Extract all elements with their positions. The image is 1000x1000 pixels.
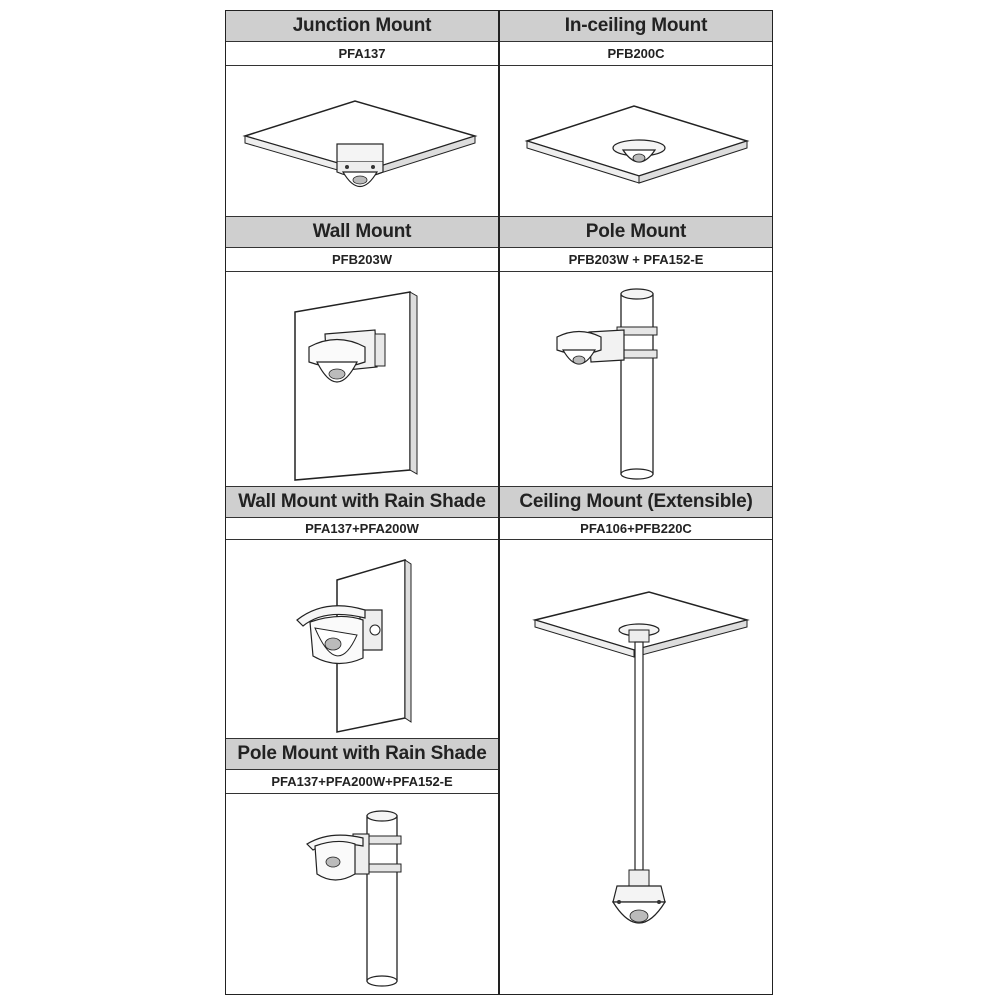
cell-title-ceiling-mount-extensible: Ceiling Mount (Extensible) [499, 486, 773, 518]
mount-accessory-table [225, 10, 773, 995]
cell-model-pole-mount: PFB203W + PFA152-E [499, 248, 773, 272]
cell-model-in-ceiling-mount: PFB200C [499, 42, 773, 66]
cell-title-junction-mount: Junction Mount [225, 10, 499, 42]
cell-model-wall-mount-rain-shade: PFA137+PFA200W [225, 518, 499, 540]
cell-model-pole-mount-rain-shade: PFA137+PFA200W+PFA152-E [225, 770, 499, 794]
cell-title-wall-mount-rain-shade: Wall Mount with Rain Shade [225, 486, 499, 518]
cell-model-junction-mount: PFA137 [225, 42, 499, 66]
cell-title-in-ceiling-mount: In-ceiling Mount [499, 10, 773, 42]
cell-model-wall-mount: PFB203W [225, 248, 499, 272]
cell-model-ceiling-mount-extensible: PFA106+PFB220C [499, 518, 773, 540]
cell-title-wall-mount: Wall Mount [225, 216, 499, 248]
cell-title-pole-mount-rain-shade: Pole Mount with Rain Shade [225, 738, 499, 770]
table-border [225, 10, 773, 995]
cell-title-pole-mount: Pole Mount [499, 216, 773, 248]
